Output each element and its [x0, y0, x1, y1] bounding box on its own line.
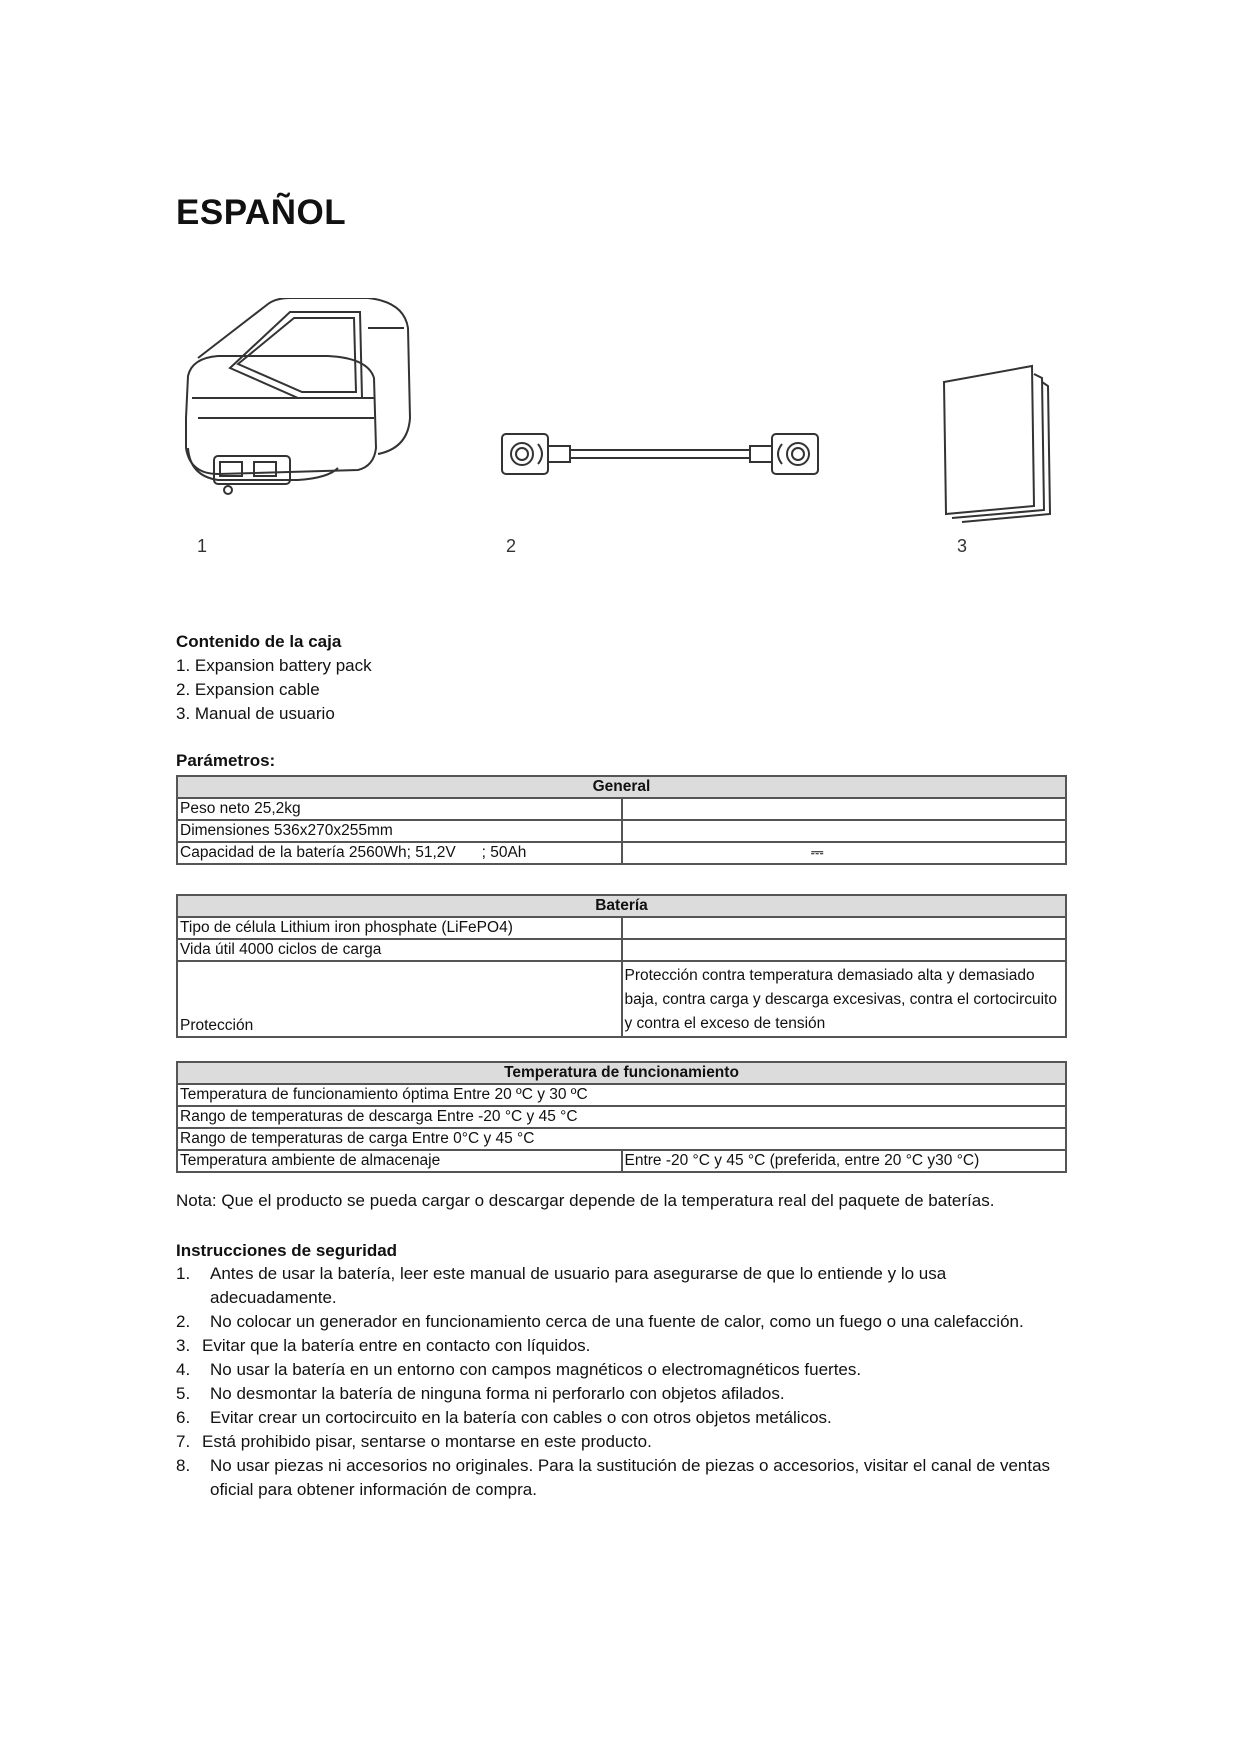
- table-cell: Protección contra temperatura demasiado alta y demasiado baja, contra carga y descarga excesivas, contra el cortocircuito y contra el exceso de tensión: [622, 961, 1067, 1037]
- list-item: [176, 1310, 1076, 1334]
- table-cell: Rango de temperaturas de carga Entre 0°C y 45 °C: [177, 1128, 1066, 1150]
- list-number: 8.: [176, 1456, 191, 1475]
- list-item: [176, 1406, 1076, 1430]
- list-item: 2. Expansion cable: [176, 680, 320, 699]
- list-item: [176, 1262, 1076, 1310]
- cable-icon: [500, 428, 820, 480]
- table-cell: Dimensiones 536x270x255mm: [177, 820, 622, 842]
- table-cell: Temperatura ambiente de almacenaje: [177, 1150, 622, 1172]
- list-item: 3. Manual de usuario: [176, 704, 335, 723]
- table-cell: [177, 842, 824, 864]
- table-cell: Tipo de célula Lithium iron phosphate (LiFePO4): [177, 917, 622, 939]
- figure-number: 2: [506, 536, 517, 556]
- dc-symbol-icon: ⎓: [811, 844, 824, 861]
- list-item: [176, 1382, 1076, 1406]
- note-text: Nota: Que el producto se pueda cargar o descargar depende de la temperatura real del paquete de baterías.: [176, 1191, 995, 1210]
- figure-number: 1: [197, 536, 208, 556]
- manual-icon: [942, 364, 1052, 524]
- list-text: No usar piezas ni accesorios no originales. Para la sustitución de piezas o accesorios, visitar el canal de ventas oficial para obtener información de compra.: [210, 1456, 1051, 1499]
- list-item: [176, 1358, 1076, 1382]
- table-cell: Entre -20 °C y 45 °C (preferida, entre 20 °C y30 °C): [622, 1150, 1067, 1172]
- list-number: 3.: [176, 1336, 191, 1355]
- list-text: No colocar un generador en funcionamiento cerca de una fuente de calor, como un fuego o una calefacción.: [210, 1312, 1024, 1331]
- list-text: No usar la batería en un entorno con campos magnéticos o electromagnéticos fuertes.: [210, 1360, 862, 1379]
- table-cell: Temperatura de funcionamiento óptima Entre 20 ºC y 30 ºC: [177, 1084, 1066, 1106]
- figure-number: 3: [957, 536, 968, 556]
- list-text: Evitar crear un cortocircuito en la batería con cables o con otros objetos metálicos.: [210, 1408, 832, 1427]
- list-text: Antes de usar la batería, leer este manual de usuario para asegurarse de que lo entiende y lo usa adecuadamente.: [210, 1264, 947, 1307]
- battery-pack-icon: [178, 298, 418, 528]
- list-item: [176, 1334, 1076, 1358]
- table-cell: Vida útil 4000 ciclos de carga: [177, 939, 622, 961]
- temperature-table: [176, 1061, 1067, 1173]
- params-section: [176, 749, 1076, 772]
- safety-section: [176, 1239, 1076, 1502]
- list-number: 1.: [176, 1264, 191, 1283]
- box-contents: [176, 630, 1076, 726]
- general-table: [176, 775, 1067, 865]
- table-header: Temperatura de funcionamiento: [177, 1062, 1066, 1084]
- list-item: [176, 1454, 1076, 1502]
- safety-heading: Instrucciones de seguridad: [176, 1241, 398, 1260]
- list-item: [176, 1430, 1076, 1454]
- page-title: ESPAÑOL: [176, 193, 347, 232]
- table-header: Batería: [177, 895, 1066, 917]
- contents-heading: Contenido de la caja: [176, 632, 342, 651]
- list-number: 2.: [176, 1312, 191, 1331]
- table-cell: Protección: [177, 961, 622, 1037]
- list-number: 5.: [176, 1384, 191, 1403]
- list-number: 4.: [176, 1360, 191, 1379]
- list-text: Está prohibido pisar, sentarse o montarse en este producto.: [202, 1432, 652, 1451]
- list-item: 1. Expansion battery pack: [176, 656, 372, 675]
- list-text: Evitar que la batería entre en contacto con líquidos.: [202, 1336, 591, 1355]
- table-cell: Peso neto 25,2kg: [177, 798, 622, 820]
- battery-table: [176, 894, 1067, 1038]
- table-cell-text: Capacidad de la batería 2560Wh; 51,2V ; 50Ah: [180, 844, 527, 861]
- list-number: 7.: [176, 1432, 191, 1451]
- list-text: No desmontar la batería de ninguna forma ni perforarlo con objetos afilados.: [210, 1384, 785, 1403]
- table-cell: Rango de temperaturas de descarga Entre -20 °C y 45 °C: [177, 1106, 1066, 1128]
- table-header: General: [177, 776, 1066, 798]
- params-heading: Parámetros:: [176, 751, 276, 770]
- list-number: 6.: [176, 1408, 191, 1427]
